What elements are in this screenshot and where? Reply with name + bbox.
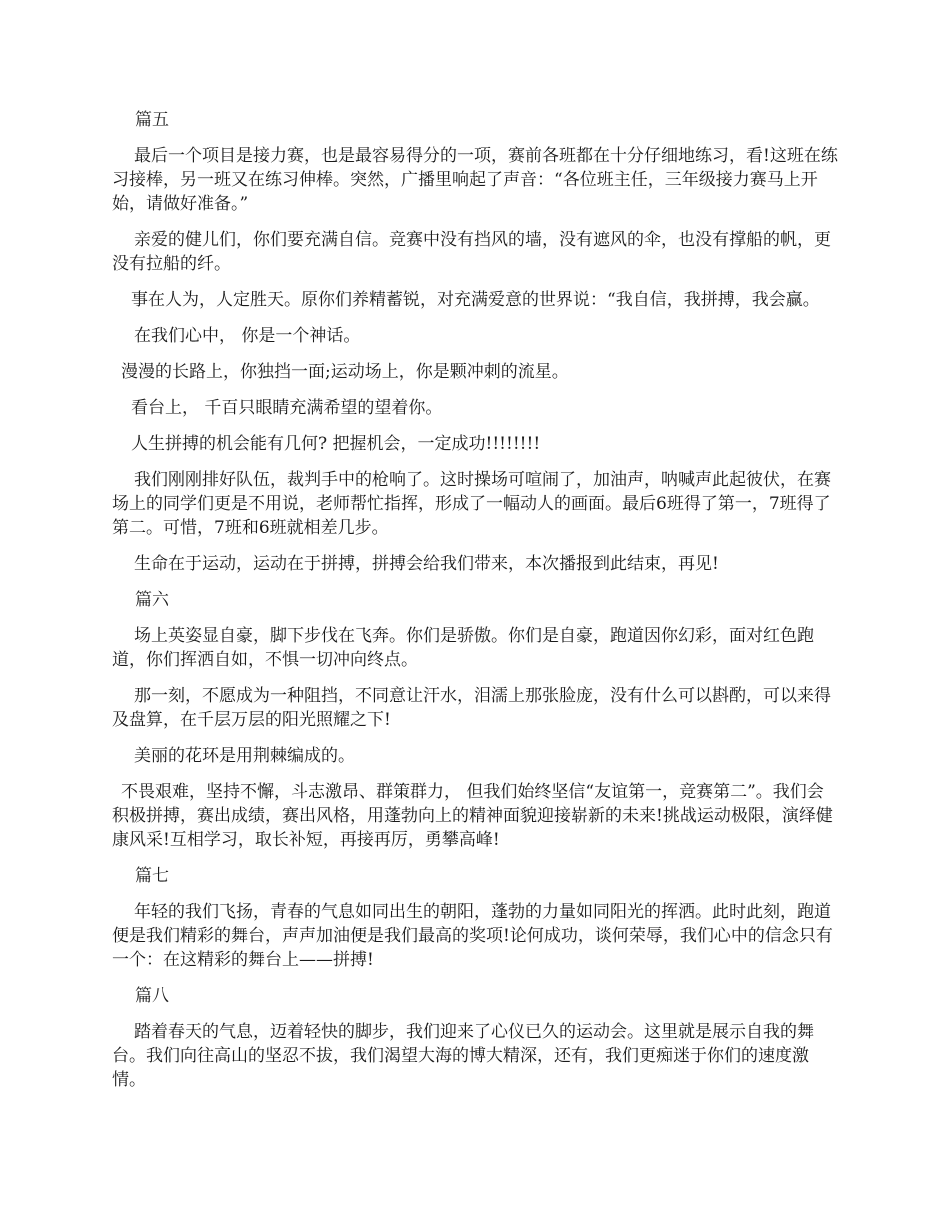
paragraph: 美丽的花环是用荆棘编成的。 bbox=[134, 746, 355, 766]
paragraph: 生命在于运动，运动在于拼搏，拼搏会给我们带来，本次播报到此结束，再见! bbox=[134, 554, 719, 574]
paragraph: 不畏艰难，坚持不懈，斗志激昂、群策群力， 但我们始终坚信“友谊第一，竞赛第二”。我们会积极拼搏，赛出成绩，赛出风格，用蓬勃向上的精神面貌迎接崭新的未来!挑战运动极限，演绎健康风采!互相学习，取长补短，再接再厉，勇攀高峰! bbox=[112, 782, 833, 850]
section-heading-6: 篇六 bbox=[135, 590, 169, 610]
section-heading-8: 篇八 bbox=[135, 986, 169, 1006]
paragraph: 年轻的我们飞扬，青春的气息如同出生的朝阳，蓬勃的力量如同阳光的挥洒。此时此刻，跑道便是我们精彩的舞台，声声加油便是我们最高的奖项!论何成功，谈何荣辱，我们心中的信念只有一个：在这精彩的舞台上——拼搏! bbox=[112, 902, 833, 970]
section-heading-5: 篇五 bbox=[135, 110, 169, 130]
paragraph: 我们刚刚排好队伍，裁判手中的枪响了。这时操场可喧闹了，加油声，呐喊声此起彼伏，在赛场上的同学们更是不用说，老师帮忙指挥，形成了一幅动人的画面。最后6班得了第一，7班得了第二。可惜，7班和6班就相差几步。 bbox=[112, 470, 831, 538]
paragraph: 那一刻，不愿成为一种阻挡，不同意让汗水，泪濡上那张脸庞，没有什么可以斟酌，可以来得及盘算，在千层万层的阳光照耀之下! bbox=[112, 686, 831, 730]
paragraph: 场上英姿显自豪，脚下步伐在飞奔。你们是骄傲。你们是自豪，跑道因你幻彩，面对红色跑道，你们挥洒自如，不惧一切冲向终点。 bbox=[112, 626, 814, 670]
paragraph: 亲爱的健儿们，你们要充满自信。竞赛中没有挡风的墙，没有遮风的伞，也没有撑船的帆，更没有拉船的纤。 bbox=[112, 230, 831, 274]
paragraph: 最后一个项目是接力赛，也是最容易得分的一项，赛前各班都在十分仔细地练习，看!这班在练习接棒，另一班又在练习伸棒。突然，广播里响起了声音：“各位班主任，三年级接力赛马上开始，请做好准备。” bbox=[112, 146, 838, 214]
paragraph: 漫漫的长路上，你独挡一面;运动场上，你是颗冲刺的流星。 bbox=[121, 362, 569, 382]
section-heading-7: 篇七 bbox=[135, 866, 169, 886]
paragraph: 在我们心中， 你是一个神话。 bbox=[134, 326, 361, 346]
paragraph: 事在人为，人定胜天。原你们养精蓄锐，对充满爱意的世界说：“我自信，我拼搏，我会赢。 bbox=[131, 290, 820, 310]
document-page bbox=[112, 108, 840, 1104]
paragraph: 看台上， 千百只眼睛充满希望的望着你。 bbox=[131, 398, 443, 418]
paragraph: 踏着春天的气息，迈着轻快的脚步，我们迎来了心仪已久的运动会。这里就是展示自我的舞台。我们向往高山的坚忍不拔，我们渴望大海的博大精深，还有，我们更痴迷于你们的速度激情。 bbox=[112, 1022, 814, 1090]
paragraph: 人生拼搏的机会能有几何? 把握机会，一定成功!!!!!!!! bbox=[131, 434, 541, 454]
